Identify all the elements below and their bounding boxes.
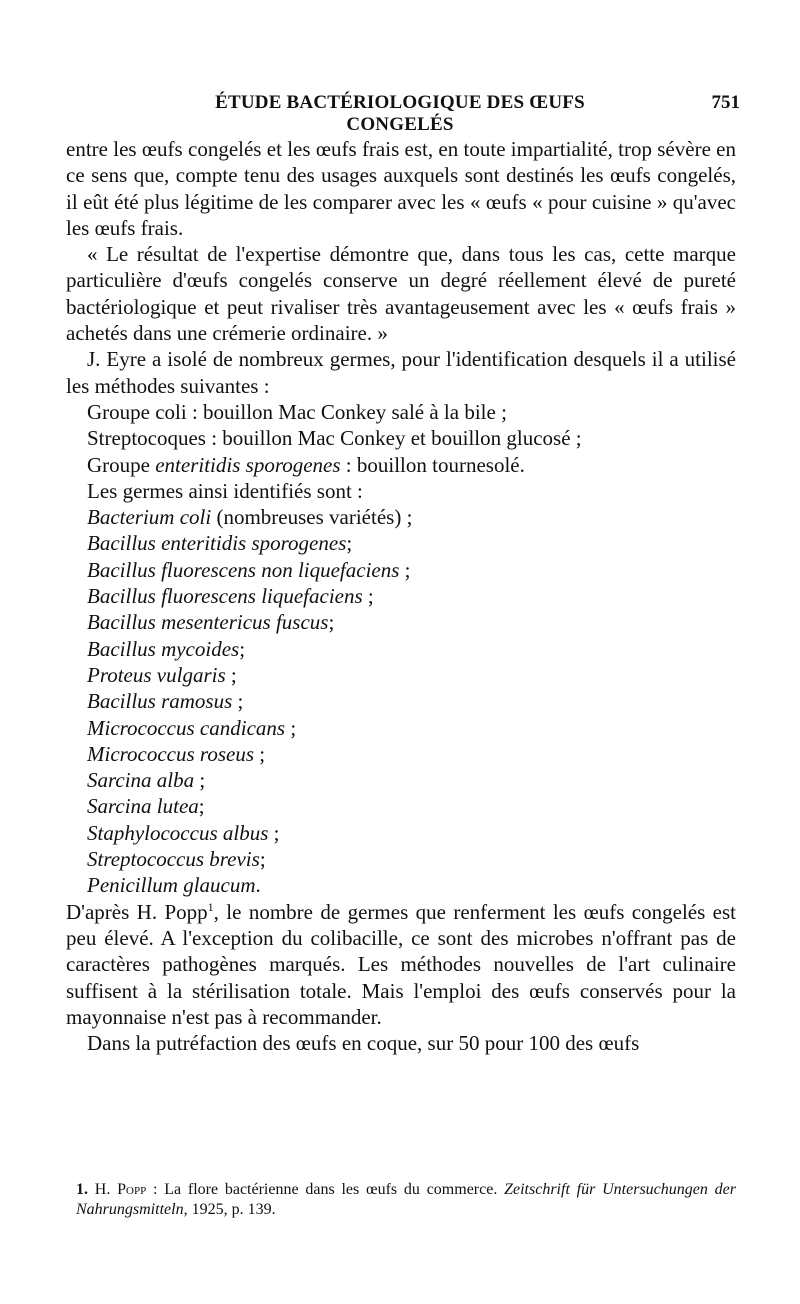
species-name: Bacillus mycoides <box>87 636 240 661</box>
species-suffix: ; <box>268 820 280 845</box>
paragraph-expertise-quote: « Le résultat de l'expertise démontre que, dans tous les cas, cette marque particulière d'œufs congelés conserve un degré réellement élevé de pureté bactériologique et peut rivaliser très avantageusement avec les « œufs frais » achetés dans une crémerie ordinaire. » <box>66 242 736 346</box>
species-intro: Les germes ainsi identifiés sont : <box>87 478 363 503</box>
footnote-details: , 1925, p. 139. <box>183 1201 276 1218</box>
species-name: Sarcina lutea <box>87 794 199 819</box>
footnote-author: H. Popp <box>94 1181 147 1198</box>
species-item <box>87 557 736 583</box>
species-name: Bacillus enteritidis sporogenes <box>87 531 347 556</box>
species-suffix: ; <box>362 584 374 609</box>
species-item <box>87 846 736 872</box>
species-suffix: ; <box>399 557 411 582</box>
species-item <box>87 662 736 688</box>
species-suffix: ; <box>232 689 244 714</box>
species-name: Bacterium coli <box>87 505 212 530</box>
species-name: Sarcina alba <box>87 768 195 793</box>
footnote <box>76 1180 736 1220</box>
methods-list <box>66 399 736 504</box>
species-item <box>87 530 736 556</box>
method-suffix: : bouillon tournesolé. <box>340 452 525 477</box>
species-suffix: ; <box>198 794 205 819</box>
species-suffix: ; <box>239 636 246 661</box>
species-item <box>87 504 736 530</box>
footnote-text: : La flore bactérienne dans les œufs du commerce. <box>146 1181 505 1198</box>
species-list <box>66 504 736 898</box>
paragraph-putrefaction: Dans la putréfaction des œufs en coque, sur 50 pour 100 des œufs <box>87 1031 640 1056</box>
species-name: Micrococcus roseus <box>87 741 254 766</box>
species-name: Streptococcus brevis <box>87 847 260 872</box>
species-name: Micrococcus candicans <box>87 715 286 740</box>
species-suffix: ; <box>225 662 237 687</box>
species-item <box>87 872 736 898</box>
method-italic: enteritidis sporogenes <box>155 452 341 477</box>
species-suffix: ; <box>285 715 297 740</box>
species-name: Bacillus fluorescens non liquefaciens <box>87 557 400 582</box>
species-item <box>87 715 736 741</box>
species-item <box>87 609 736 635</box>
species-item <box>87 688 736 714</box>
species-suffix: (nombreuses variétés) ; <box>211 505 413 530</box>
species-name: Penicillum glaucum <box>87 873 256 898</box>
species-suffix: ; <box>328 610 335 635</box>
footnote-journal: Zeitschrift für Untersuchungen der Nahrungsmitteln <box>76 1181 736 1218</box>
method-item: Streptocoques : bouillon Mac Conkey et bouillon glucosé ; <box>87 426 582 451</box>
species-suffix: ; <box>346 531 353 556</box>
species-name: Bacillus fluorescens liquefaciens <box>87 584 363 609</box>
species-suffix: ; <box>194 768 206 793</box>
paragraph-popp <box>66 899 736 1030</box>
species-suffix: ; <box>259 847 266 872</box>
paragraph-eyre-methods: J. Eyre a isolé de nombreux germes, pour l'identification desquels il a utilisé les méthodes suivantes : <box>66 347 736 398</box>
popp-before: D'après H. Popp <box>66 899 208 924</box>
species-suffix: ; <box>254 741 266 766</box>
species-name: Staphylococcus albus <box>87 820 269 845</box>
running-title: ÉTUDE BACTÉRIOLOGIQUE DES ŒUFS CONGELÉS <box>215 92 585 135</box>
page-number: 751 <box>711 92 740 113</box>
popp-after: , le nombre de germes que renferment les œufs congelés est peu élevé. A l'exception du colibacille, ce sont des microbes n'offrant pas de caractères pathogènes marqués. Les méthodes nouvelles de l'art culinaire suffisent à la stérilisation totale. Mais l'emploi des œufs conservés pour la mayonnaise n'est pas à recommander. <box>66 899 736 1029</box>
species-name: Proteus vulgaris <box>87 662 226 687</box>
species-item <box>87 793 736 819</box>
method-prefix: Groupe <box>87 452 156 477</box>
species-item <box>87 583 736 609</box>
species-suffix: . <box>255 873 261 898</box>
paragraph-continuation: entre les œufs congelés et les œufs frais est, en toute impartialité, trop sévère en ce sens que, compte tenu des usages auxquels sont destinés les œufs congelés, il eût été plus légitime de les comparer avec les « œufs « pour cuisine » qu'avec les œufs frais. <box>66 137 736 240</box>
species-name: Bacillus ramosus <box>87 689 233 714</box>
body-text <box>66 136 736 1056</box>
method-item <box>87 452 736 478</box>
species-item <box>87 767 736 793</box>
footnote-ref[interactable]: 1 <box>207 899 214 914</box>
footnote-number: 1. <box>76 1181 88 1198</box>
species-item <box>87 636 736 662</box>
species-name: Bacillus mesentericus fuscus <box>87 610 329 635</box>
species-item <box>87 741 736 767</box>
method-item: Groupe coli : bouillon Mac Conkey salé à la bile ; <box>87 399 507 424</box>
species-item <box>87 820 736 846</box>
